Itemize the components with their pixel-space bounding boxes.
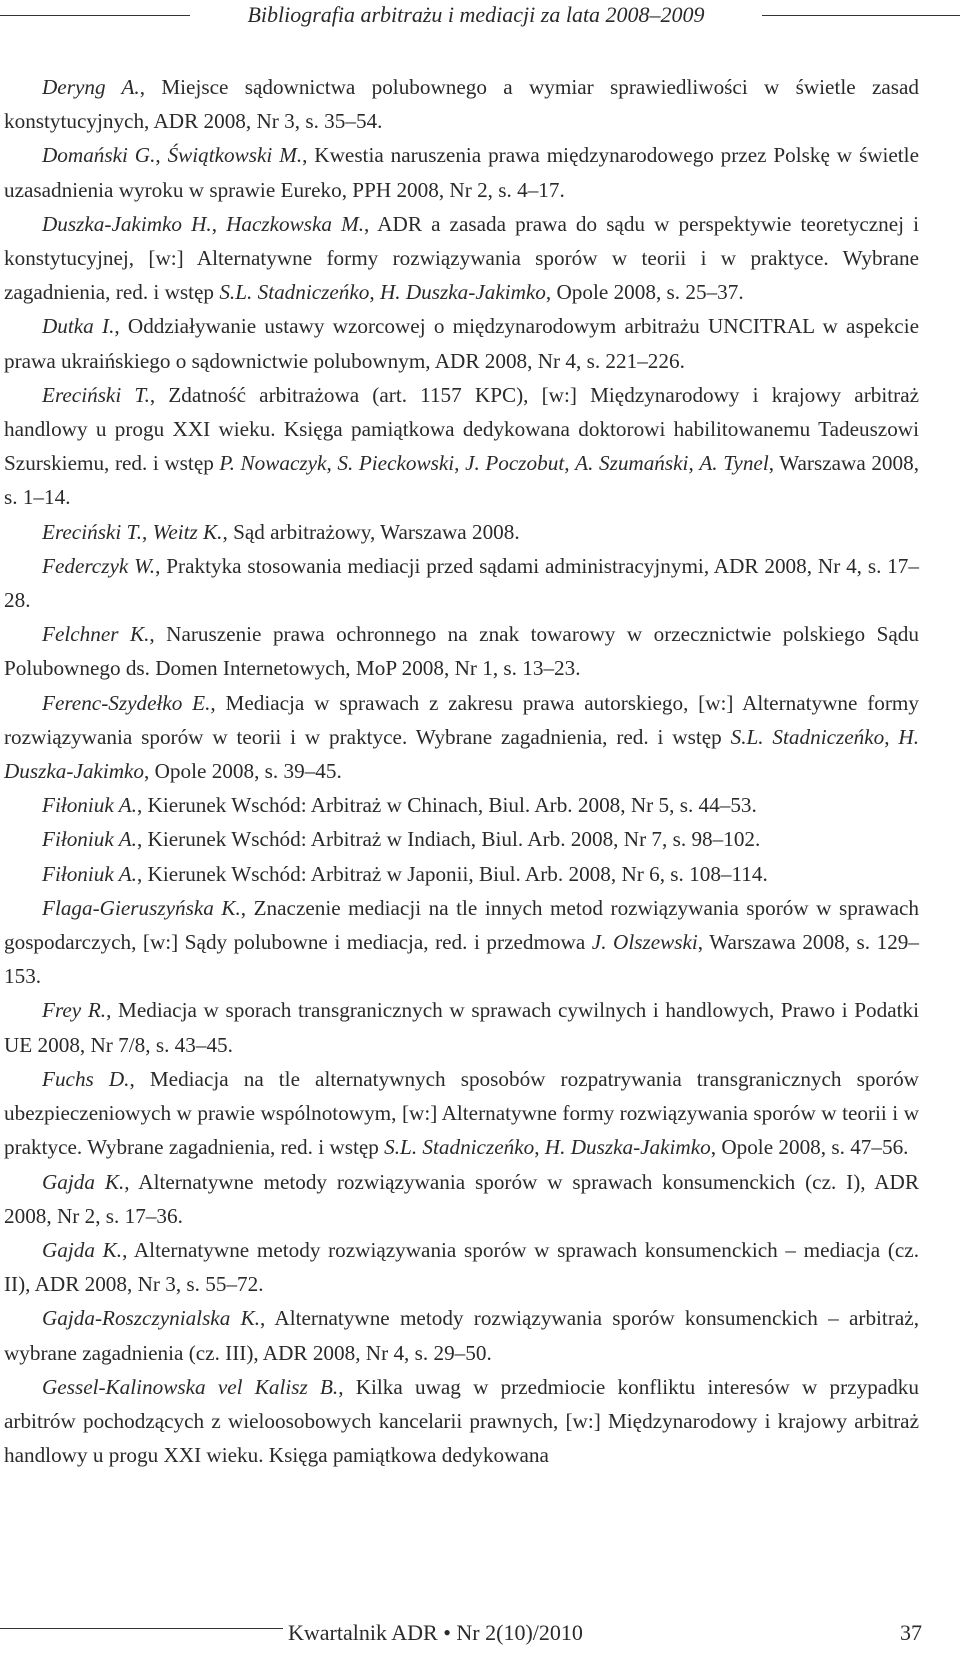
entry-text: , (211, 211, 227, 236)
entry-author: H. Duszka-Jakimko (544, 1135, 711, 1160)
entry-author: Dutka I. (42, 314, 115, 339)
entry-text: , Opole 2008, s. 25–37. (545, 280, 744, 305)
bibliography-entry (4, 891, 919, 994)
bibliography-entry (4, 309, 919, 377)
entry-text: , Mediacja na tle alternatywnych sposobów rozpatrywania transgranicznych sporów ubezpieczeniowych w prawie wspólnotowym, [w:] Alternatywne formy rozwiązywania sporów w teorii i w praktyce. Wybrane zagadnienia, red. i wstęp (4, 1066, 919, 1160)
entry-text: , (534, 1135, 545, 1160)
entry-author: S.L. Stadniczeńko (219, 280, 370, 305)
entry-text: , Znaczenie mediacji na tle innych metod rozwiązywania sporów w sprawach gospodarczych, [w:] Sądy polubowne i mediacja, red. i przedmowa (4, 895, 919, 955)
running-head-rule-left (0, 15, 190, 16)
entry-author: Gessel-Kalinowska vel Kalisz B. (42, 1374, 339, 1399)
entry-text: , ADR a zasada prawa do sądu w perspektywie teoretycznej i konstytucyjnej, [w:] Alternatywne formy rozwiązywania sporów w teorii i w praktyce. Wybrane zagadnienia, red. i wstęp (4, 211, 920, 305)
entry-text: , Alternatywne metody rozwiązywania sporów w sprawach konsumenckich (cz. I), ADR 2008, Nr 2, s. 17–36. (4, 1169, 919, 1228)
entry-text: , Kierunek Wschód: Arbitraż w Indiach, Biul. Arb. 2008, Nr 7, s. 98–102. (136, 827, 761, 852)
entry-text: , (454, 451, 466, 476)
entry-text: , Kilka uwag w przedmiocie konfliktu interesów w przypadku arbitrów pochodzących z wieloosobowych kancelarii prawnych, [w:] Międzynarodowy i krajowy arbitraż handlowy u progu XXI wieku. Księga pamiątkowa dedykowana (4, 1374, 919, 1468)
entry-author: Ereciński T. (42, 382, 150, 407)
entry-text: , (369, 280, 380, 305)
entry-text: , Zdatność arbitrażowa (art. 1157 KPC), [w:] Międzynarodowy i krajowy arbitraż handlowy u progu XXI wieku. Księga pamiątkowa dedykowana doktorowi habilitowanemu Tadeuszowi Szurskiemu, red. i wstęp (4, 382, 919, 476)
entry-author: Haczkowska M. (226, 211, 365, 236)
entry-author: Fiłoniuk A. (42, 861, 137, 886)
entry-author: Fuchs D. (42, 1066, 130, 1091)
entry-text: , (326, 451, 338, 476)
entry-author: Fiłoniuk A. (42, 793, 137, 818)
entry-author: Felchner K. (42, 622, 150, 647)
entry-author: Domański G. (42, 143, 156, 168)
entry-text: , Warszawa 2008, s. 129–153. (4, 930, 919, 989)
entry-text: , Kwestia naruszenia prawa międzynarodowego przez Polskę w świetle uzasadnienia wyroku w sprawie Eureko, PPH 2008, Nr 2, s. 4–17. (4, 143, 919, 202)
entry-author: Deryng A. (42, 75, 140, 99)
entry-author: J. Olszewski (591, 930, 698, 955)
bibliography-entry (4, 1370, 919, 1473)
bibliography-entry (4, 378, 919, 515)
entry-text: , (564, 451, 576, 476)
entry-text: , Kierunek Wschód: Arbitraż w Japonii, Biul. Arb. 2008, Nr 6, s. 108–114. (136, 861, 768, 886)
bibliography-entry (4, 1062, 919, 1165)
entry-author: A. Tynel (699, 451, 769, 476)
entry-author: Duszka-Jakimko H. (42, 211, 212, 236)
footer-journal-title: Kwartalnik ADR • Nr 2(10)/2010 (288, 1620, 583, 1645)
entry-text: , Opole 2008, s. 39–45. (144, 759, 342, 784)
entry-text: , (884, 724, 899, 749)
entry-text: , Kierunek Wschód: Arbitraż w Chinach, Biul. Arb. 2008, Nr 5, s. 44–53. (136, 793, 757, 818)
entry-text: , Alternatywne metody rozwiązywania sporów konsumenckich – arbitraż, wybrane zagadnienia (cz. III), ADR 2008, Nr 4, s. 29–50. (4, 1306, 919, 1365)
entry-text: , (688, 451, 700, 476)
bibliography-entry (4, 686, 919, 789)
entry-author: Ereciński T. (42, 519, 143, 544)
bibliography-entry (4, 1301, 919, 1369)
entry-author: S.L. Stadniczeńko (730, 724, 885, 749)
entry-author: Weitz K. (152, 519, 223, 544)
entry-author: S.L. Stadniczeńko (384, 1135, 535, 1160)
entry-author: P. Nowaczyk (219, 451, 327, 476)
entry-text: , Warszawa 2008, s. 1–14. (4, 451, 920, 510)
entry-text: , (142, 519, 153, 544)
bibliography-entry (4, 788, 919, 822)
page-number: 37 (900, 1620, 922, 1645)
bibliography-entry (4, 1233, 919, 1301)
bibliography-entry (4, 138, 919, 206)
bibliography-entry (4, 549, 919, 617)
entry-author: Gajda K. (42, 1237, 123, 1262)
entry-author: H. Duszka-Jakimko (4, 724, 920, 784)
entry-text: , Naruszenie prawa ochronnego na znak towarowy w orzecznictwie polskiego Sądu Polubownego ds. Domen Internetowych, MoP 2008, Nr 1, s. 13–23. (4, 622, 919, 681)
entry-author: Frey R. (42, 998, 107, 1023)
page-footer (0, 1618, 960, 1652)
entry-author: J. Poczobut (465, 451, 565, 476)
entry-author: Federczyk W. (42, 553, 156, 578)
entry-text: , Mediacja w sporach transgranicznych w sprawach cywilnych i handlowych, Prawo i Podatki UE 2008, Nr 7/8, s. 43–45. (4, 998, 920, 1057)
entry-text: , (155, 143, 168, 168)
running-head-rule-right (762, 15, 960, 16)
bibliography-entry (4, 857, 919, 891)
entry-author: S. Pieckowski (337, 451, 455, 476)
entry-author: H. Duszka-Jakimko (379, 280, 546, 305)
entry-text: , Miejsce sądownictwa polubownego a wymiar sprawiedliwości w świetle zasad konstytucyjnych, ADR 2008, Nr 3, s. 35–54. (4, 75, 919, 134)
entry-text: , Praktyka stosowania mediacji przed sądami administracyjnymi, ADR 2008, Nr 4, s. 17–28. (4, 553, 919, 613)
entry-author: Flaga-Gieruszyńska K. (42, 895, 241, 920)
entry-author: Świątkowski M. (167, 143, 303, 168)
bibliography-entry (4, 207, 919, 310)
bibliography-entry (4, 822, 919, 856)
running-head (0, 0, 960, 34)
bibliography-entry (4, 617, 919, 685)
bibliography-entry (4, 993, 919, 1061)
footer-rule (0, 1628, 283, 1629)
entry-author: A. Szumański (575, 451, 689, 476)
entry-text: , Oddziaływanie ustawy wzorcowej o międzynarodowym arbitrażu UNCITRAL w aspekcie prawa ukraińskiego o sądownictwie polubownym, ADR 2008, Nr 4, s. 221–226. (4, 314, 919, 373)
entry-text: , Mediacja w sprawach z zakresu prawa autorskiego, [w:] Alternatywne formy rozwiązywania sporów w teorii i w praktyce. Wybrane zagadnienia, red. i wstęp (4, 690, 919, 749)
bibliography-entry (4, 515, 919, 549)
entry-text: , Sąd arbitrażowy, Warszawa 2008. (222, 519, 520, 544)
bibliography-entry (4, 70, 919, 138)
entry-author: Gajda K. (42, 1169, 125, 1194)
running-head-title: Bibliografia arbitrażu i mediacji za lata 2008–2009 (247, 2, 705, 27)
entry-text: , Opole 2008, s. 47–56. (710, 1135, 909, 1160)
bibliography-entry (4, 1165, 919, 1233)
entry-author: Gajda-Roszczynialska K. (42, 1306, 260, 1331)
entry-text: , Alternatywne metody rozwiązywania sporów w sprawach konsumenckich – mediacja (cz. II), ADR 2008, Nr 3, s. 55–72. (4, 1237, 919, 1297)
entry-author: Fiłoniuk A. (42, 827, 137, 852)
entry-author: Ferenc-Szydełko E. (42, 690, 211, 715)
bibliography-entries (4, 70, 919, 1472)
